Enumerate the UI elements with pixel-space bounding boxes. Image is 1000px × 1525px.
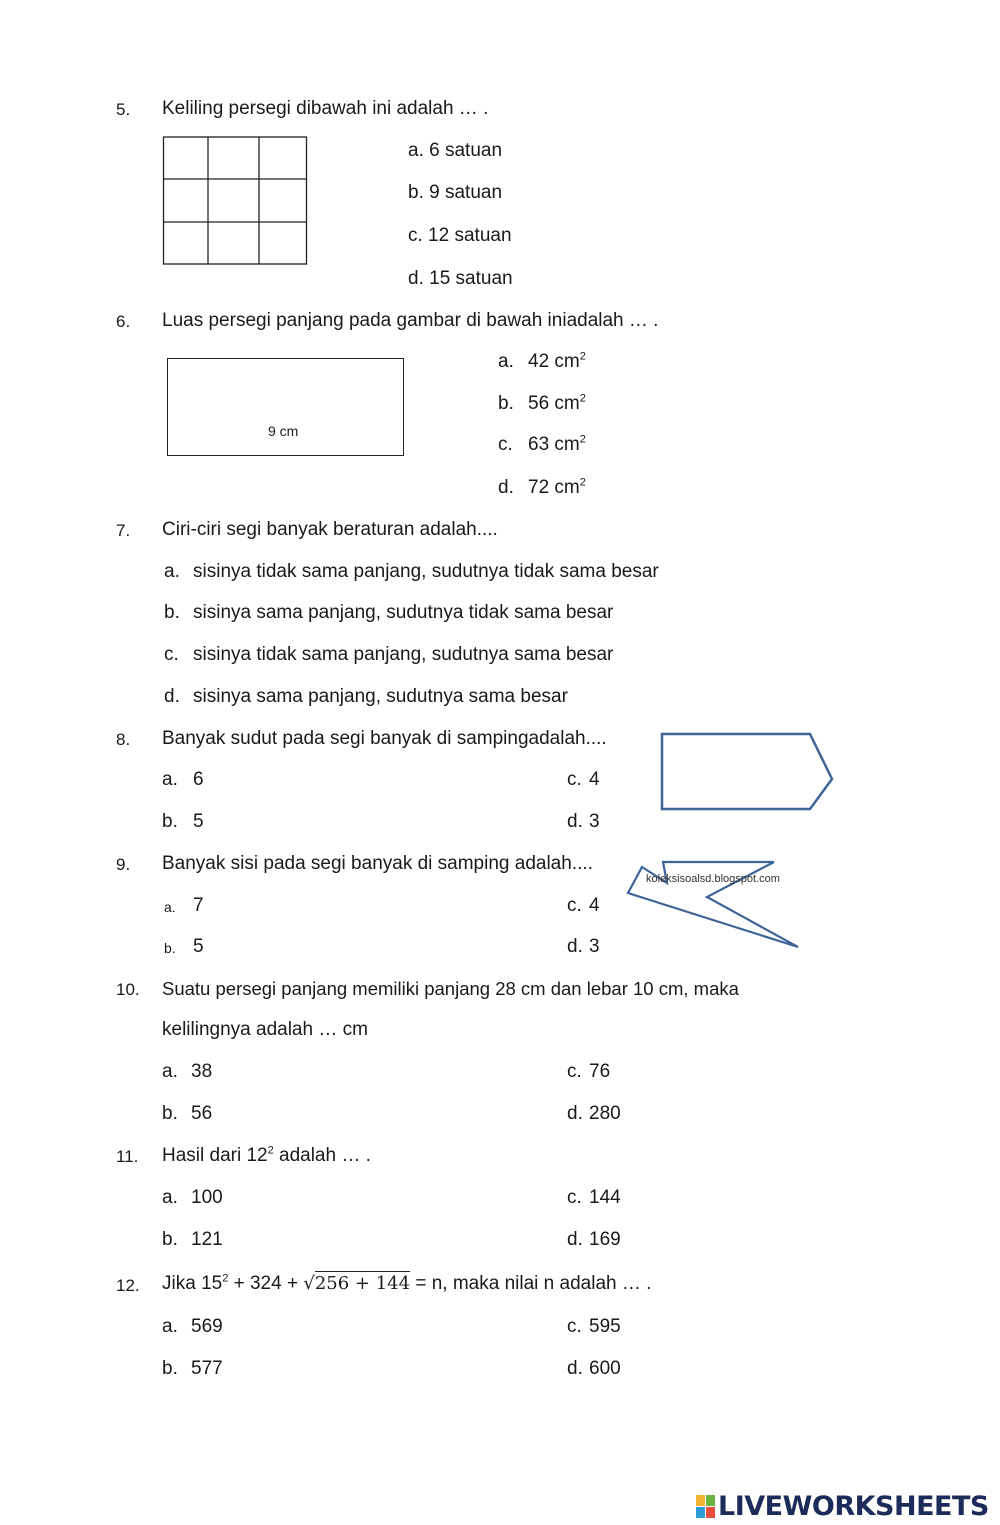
q9-question: Banyak sisi pada segi banyak di samping adalah.... xyxy=(162,853,593,874)
q12-text-mid: + 324 + xyxy=(228,1273,304,1294)
q6-question: Luas persegi panjang pada gambar di bawah iniadalah … . xyxy=(162,310,659,331)
q6-option-c[interactable] xyxy=(528,433,586,457)
logo-block xyxy=(706,1507,715,1518)
q11-letter-c: c. xyxy=(567,1187,582,1208)
q12-letter-c: c. xyxy=(567,1316,582,1337)
q8-pentagon-figure xyxy=(658,730,838,814)
q8-letter-c: c. xyxy=(567,769,582,790)
q6-option-a[interactable] xyxy=(528,350,586,374)
q11-power: 2 xyxy=(267,1144,274,1157)
q9-letter-c: c. xyxy=(567,895,582,916)
q10-option-a[interactable]: 38 xyxy=(191,1061,213,1082)
q12-option-c[interactable]: 595 xyxy=(589,1316,621,1337)
q7-option-c[interactable]: sisinya tidak sama panjang, sudutnya sama besar xyxy=(193,644,614,665)
q8-option-d[interactable]: 3 xyxy=(589,811,600,832)
unit-power: 2 xyxy=(579,392,586,405)
q8-letter-a: a. xyxy=(162,769,178,790)
q11-text-before: Hasil dari 12 xyxy=(162,1145,268,1166)
q6-value-b: 56 cm xyxy=(528,393,580,414)
q7-question: Ciri-ciri segi banyak beraturan adalah.... xyxy=(162,519,498,540)
q12-power: 2 xyxy=(222,1272,229,1285)
q9-letter-d: d. xyxy=(567,936,583,957)
q12-sqrt-expression: 256 + 144 xyxy=(314,1273,411,1294)
q7-number: 7. xyxy=(116,521,131,540)
q12-letter-b: b. xyxy=(162,1358,178,1379)
q5-square-grid xyxy=(162,136,310,266)
sqrt-symbol: √ xyxy=(303,1273,315,1294)
q7-option-d[interactable]: sisinya sama panjang, sudutnya sama besar xyxy=(193,686,568,707)
q10-letter-d: d. xyxy=(567,1103,583,1124)
q12-text-after: = n, maka nilai n adalah … . xyxy=(410,1273,652,1294)
q8-question: Banyak sudut pada segi banyak di sampingadalah.... xyxy=(162,728,607,749)
unit-power: 2 xyxy=(579,350,586,363)
q9-option-d[interactable]: 3 xyxy=(589,936,600,957)
q11-letter-d: d. xyxy=(567,1229,583,1250)
q5-option-d[interactable]: d. 15 satuan xyxy=(408,268,513,289)
pentagon-shape xyxy=(662,734,832,809)
q10-letter-c: c. xyxy=(567,1061,582,1082)
q9-letter-a: a. xyxy=(164,899,176,915)
q11-letter-a: a. xyxy=(162,1187,178,1208)
q7-letter-d: d. xyxy=(164,686,180,707)
q6-value-d: 72 cm xyxy=(528,477,580,498)
q7-letter-c: c. xyxy=(164,644,179,665)
q11-option-b[interactable]: 121 xyxy=(191,1229,223,1250)
q10-option-d[interactable]: 280 xyxy=(589,1103,621,1124)
unit-power: 2 xyxy=(579,433,586,446)
unit-power: 2 xyxy=(579,476,586,489)
q12-option-b[interactable]: 577 xyxy=(191,1358,223,1379)
q6-option-b[interactable] xyxy=(528,392,586,416)
q8-letter-d: d. xyxy=(567,811,583,832)
q11-number: 11. xyxy=(116,1147,139,1166)
q10-option-b[interactable]: 56 xyxy=(191,1103,213,1124)
q10-letter-b: b. xyxy=(162,1103,178,1124)
q9-option-a[interactable]: 7 xyxy=(193,895,204,916)
q11-option-a[interactable]: 100 xyxy=(191,1187,223,1208)
q6-letter-a: a. xyxy=(498,351,514,372)
q7-option-b[interactable]: sisinya sama panjang, sudutnya tidak sama besar xyxy=(193,602,614,623)
q8-number: 8. xyxy=(116,730,131,749)
q10-question-line1: Suatu persegi panjang memiliki panjang 28 cm dan lebar 10 cm, maka xyxy=(162,978,739,999)
q9-number: 9. xyxy=(116,855,131,874)
q12-option-d[interactable]: 600 xyxy=(589,1358,621,1379)
q5-option-b[interactable]: b. 9 satuan xyxy=(408,182,503,203)
brand-name: LIVEWORKSHEETS xyxy=(718,1490,989,1522)
q8-option-b[interactable]: 5 xyxy=(193,811,204,832)
logo-block xyxy=(706,1495,715,1506)
q11-option-d[interactable]: 169 xyxy=(589,1229,621,1250)
q9-watermark: koleksisoalsd.blogspot.com xyxy=(646,873,780,885)
q6-value-a: 42 cm xyxy=(528,351,580,372)
liveworksheets-logo[interactable] xyxy=(696,1490,989,1522)
q12-letter-a: a. xyxy=(162,1316,178,1337)
q10-question-line2: kelilingnya adalah … cm xyxy=(162,1019,368,1040)
q10-letter-a: a. xyxy=(162,1061,178,1082)
q5-number: 5. xyxy=(116,100,131,119)
q11-letter-b: b. xyxy=(162,1229,178,1250)
liveworksheets-logo-icon xyxy=(696,1495,715,1518)
q9-option-b[interactable]: 5 xyxy=(193,936,204,957)
q5-question: Keliling persegi dibawah ini adalah … . xyxy=(162,98,489,119)
q11-text-after: adalah … . xyxy=(273,1145,371,1166)
q9-option-c[interactable]: 4 xyxy=(589,895,600,916)
q6-number: 6. xyxy=(116,312,131,331)
q6-letter-c: c. xyxy=(498,434,513,455)
q11-option-c[interactable]: 144 xyxy=(589,1187,621,1208)
q12-letter-d: d. xyxy=(567,1358,583,1379)
q12-number: 12. xyxy=(116,1276,140,1295)
q6-figure-label: 9 cm xyxy=(268,423,299,439)
q9-letter-b: b. xyxy=(164,940,176,956)
q11-question xyxy=(162,1144,371,1168)
q6-option-d[interactable] xyxy=(528,476,586,500)
q5-option-a[interactable]: a. 6 satuan xyxy=(408,140,503,161)
q12-question xyxy=(162,1272,651,1296)
logo-block xyxy=(696,1507,705,1518)
q12-text-before: Jika 15 xyxy=(162,1273,223,1294)
q6-value-c: 63 cm xyxy=(528,434,580,455)
q10-number: 10. xyxy=(116,980,140,999)
grid-outline xyxy=(164,137,307,264)
q6-letter-b: b. xyxy=(498,393,514,414)
q7-letter-b: b. xyxy=(164,602,180,623)
logo-block xyxy=(696,1495,705,1506)
q5-option-c[interactable]: c. 12 satuan xyxy=(408,225,512,246)
q7-option-a[interactable]: sisinya tidak sama panjang, sudutnya tidak sama besar xyxy=(193,561,659,582)
q8-option-c[interactable]: 4 xyxy=(589,769,600,790)
q9-polygon-figure xyxy=(622,856,808,952)
q7-letter-a: a. xyxy=(164,561,180,582)
q10-option-c[interactable]: 76 xyxy=(589,1061,611,1082)
q12-option-a[interactable]: 569 xyxy=(191,1316,223,1337)
q6-letter-d: d. xyxy=(498,477,514,498)
q8-letter-b: b. xyxy=(162,811,178,832)
q8-option-a[interactable]: 6 xyxy=(193,769,204,790)
